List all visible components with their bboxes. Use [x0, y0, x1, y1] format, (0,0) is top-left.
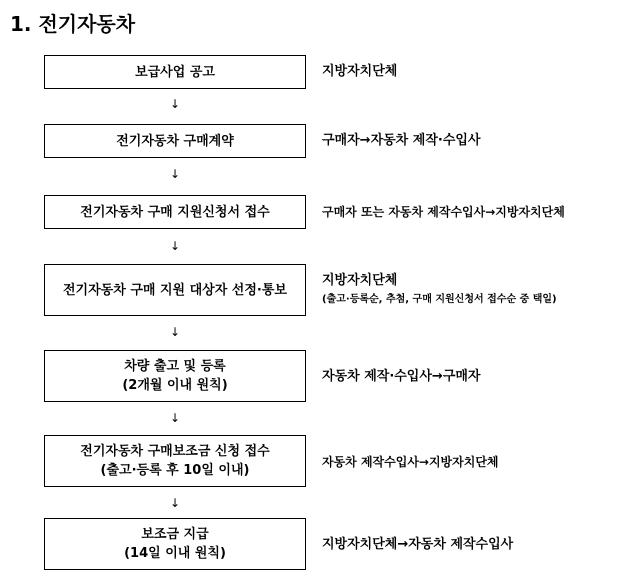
step-box-application — [44, 195, 306, 229]
step-label: 전기자동차 구매보조금 신청 접수 — [80, 444, 270, 459]
step-sublabel: (14일 이내 원칙) — [124, 546, 226, 561]
step-actor: 자동차 제작수입사→지방자치단체 — [322, 455, 499, 469]
step-box-subsidy-application — [44, 435, 306, 487]
down-arrow-icon: ↓ — [169, 167, 181, 181]
step-sublabel: (2개월 이내 원칙) — [122, 378, 228, 393]
step-box-delivery — [44, 350, 306, 402]
step-actor: 지방자치단체 — [322, 273, 398, 288]
step-box-contract — [44, 124, 306, 158]
step-box-selection — [44, 264, 306, 316]
step-actor: 구매자 또는 자동차 제작수입사→지방자치단체 — [322, 205, 565, 219]
step-actor-note: (출고·등록순, 추첨, 구매 지원신청서 접수순 중 택일) — [322, 294, 557, 305]
step-label: 전기자동차 구매 지원신청서 접수 — [80, 204, 270, 220]
step-label: 보조금 지급 — [141, 527, 209, 542]
step-label: 차량 출고 및 등록 — [124, 359, 226, 374]
page-title: 1. 전기자동차 — [10, 12, 136, 36]
step-label: 전기자동차 구매 지원 대상자 선정·통보 — [63, 282, 287, 298]
step-actor: 지방자치단체 — [322, 64, 398, 79]
down-arrow-icon: ↓ — [169, 496, 181, 510]
down-arrow-icon: ↓ — [169, 411, 181, 425]
step-sublabel: (출고·등록 후 10일 이내) — [100, 463, 250, 478]
down-arrow-icon: ↓ — [169, 97, 181, 111]
step-label: 보급사업 공고 — [135, 64, 215, 80]
down-arrow-icon: ↓ — [169, 239, 181, 253]
step-box-announcement — [44, 55, 306, 89]
step-actor: 지방자치단체→자동차 제작수입사 — [322, 537, 514, 552]
step-actor: 자동차 제작·수입사→구매자 — [322, 369, 481, 384]
step-label: 전기자동차 구매계약 — [116, 133, 234, 149]
down-arrow-icon: ↓ — [169, 325, 181, 339]
step-box-payment — [44, 518, 306, 570]
step-actor: 구매자→자동차 제작·수입사 — [322, 133, 481, 148]
